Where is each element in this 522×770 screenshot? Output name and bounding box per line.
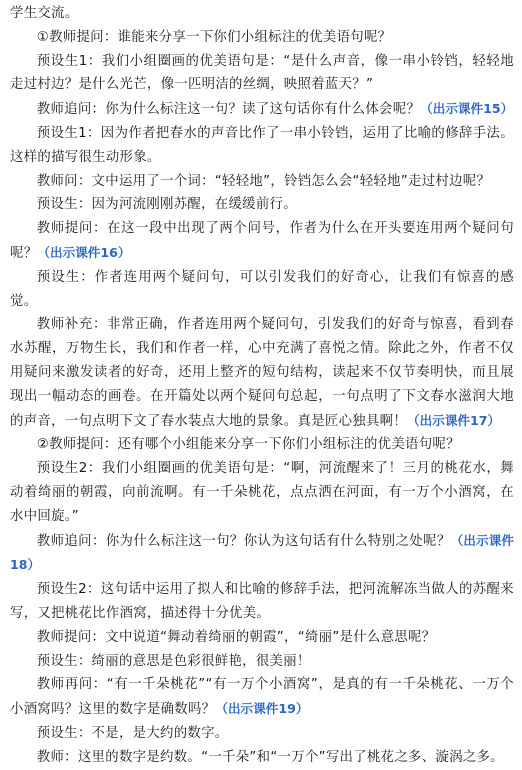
paragraph xyxy=(10,578,514,626)
paragraph-text: 预设生2：这句话中运用了拟人和比喻的修辞手法，把河流解冻当做人的苏醒来写，又把桃花比作酒窝，描述得十分优美。 xyxy=(10,582,514,621)
paragraph-text: 预设生：因为河流刚刚苏醒，在缓缓前行。 xyxy=(36,197,297,213)
paragraph xyxy=(10,746,514,770)
paragraph xyxy=(10,722,514,746)
paragraph xyxy=(10,97,514,122)
courseware-reference: （出示课件18） xyxy=(10,532,515,573)
courseware-reference: （出示课件16） xyxy=(37,244,131,260)
courseware-reference: （出示课件15） xyxy=(420,101,514,117)
paragraph xyxy=(10,50,514,98)
courseware-reference: （出示课件17） xyxy=(407,412,501,428)
paragraph-text: 预设生1：我们小组圈画的优美语句是：“是什么声音，像一串小铃铛，轻轻地走过村边？是什么光芒，像一匹明洁的丝绸，映照着蓝天？” xyxy=(10,53,514,93)
courseware-reference: （出示课件19） xyxy=(215,701,309,717)
document-body xyxy=(10,2,514,770)
paragraph xyxy=(10,2,514,26)
paragraph-text: 预设生：不是，是大约的数字。 xyxy=(36,725,229,741)
paragraph-text: 教师提问：在这一段中出现了两个问号，作者为什么在开头要连用两个疑问句呢？ xyxy=(10,221,514,261)
paragraph-text: 预设生：作者连用两个疑问句，可以引发我们的好奇心，让我们有惊喜的感觉。 xyxy=(10,269,514,309)
paragraph-text: 预设生1：因为作者把春水的声音比作了一串小铃铛，运用了比喻的修辞手法。这样的描写很生动形象。 xyxy=(10,125,514,165)
paragraph xyxy=(10,217,514,266)
paragraph xyxy=(10,457,514,528)
paragraph xyxy=(10,650,514,674)
paragraph xyxy=(10,626,514,650)
paragraph xyxy=(10,26,514,50)
paragraph xyxy=(10,193,514,217)
paragraph-text: 预设生：绮丽的意思是色彩很鲜艳，很美丽！ xyxy=(36,653,311,669)
paragraph-text: 学生交流。 xyxy=(10,6,79,21)
paragraph xyxy=(10,266,514,314)
paragraph-text: 教师追问：你为什么标注这一句？你认为这句话有什么特别之处呢？ xyxy=(36,533,451,549)
paragraph xyxy=(10,529,514,579)
paragraph xyxy=(10,433,514,457)
paragraph-text: ①教师提问：谁能来分享一下你们小组标注的优美语句呢？ xyxy=(36,29,392,45)
paragraph xyxy=(10,122,514,170)
paragraph-text: 教师补充：非常正确，作者连用两个疑问句，引发我们的好奇与惊喜，看到春水苏醒，万物生长，我们和作者一样，心中充满了喜悦之情。除此之外，作者不仅用疑问来激发读者的好奇，还用上整齐的短句结构，读起来不仅节奏明快，而且展现出一幅动态的画卷。在开篇处以两个疑问句总起，一句点明了下文春水滋润大地的声音，一句点明下文了春水装点大地的景象。真是匠心独具啊！ xyxy=(10,317,514,429)
paragraph-text: 教师：这里的数字是约数。“一千朵”和“一万个”写出了桃花之多、漩涡之多。 xyxy=(36,749,504,765)
paragraph-text: 预设生2：我们小组圈画的优美语句是：“啊，河流醒来了！三月的桃花水，舞动着绮丽的朝霞，向前流啊。有一千朵桃花，点点洒在河面，有一万个小酒窝，在水中回旋。” xyxy=(10,461,514,524)
paragraph-text: 教师提问：文中说道“舞动着绮丽的朝霞”，“绮丽”是什么意思呢？ xyxy=(36,629,436,645)
paragraph-text: 教师再问：“有一千朵桃花”“有一万个小酒窝”，是真的有一千朵桃花、一万个小酒窝吗？这里的数字是确数吗？ xyxy=(10,677,514,718)
paragraph-text: 教师追问：你为什么标注这一句？读了这句话你有什么体会呢？ xyxy=(36,102,421,118)
paragraph xyxy=(10,313,514,433)
paragraph-text: ②教师提问：还有哪个小组能来分享一下你们小组标注的优美语句呢？ xyxy=(36,437,460,453)
paragraph xyxy=(10,170,514,194)
paragraph xyxy=(10,673,514,722)
paragraph-text: 教师问：文中运用了一个词：“轻轻地”，铃铛怎么会“轻轻地”走过村边呢？ xyxy=(36,173,491,189)
